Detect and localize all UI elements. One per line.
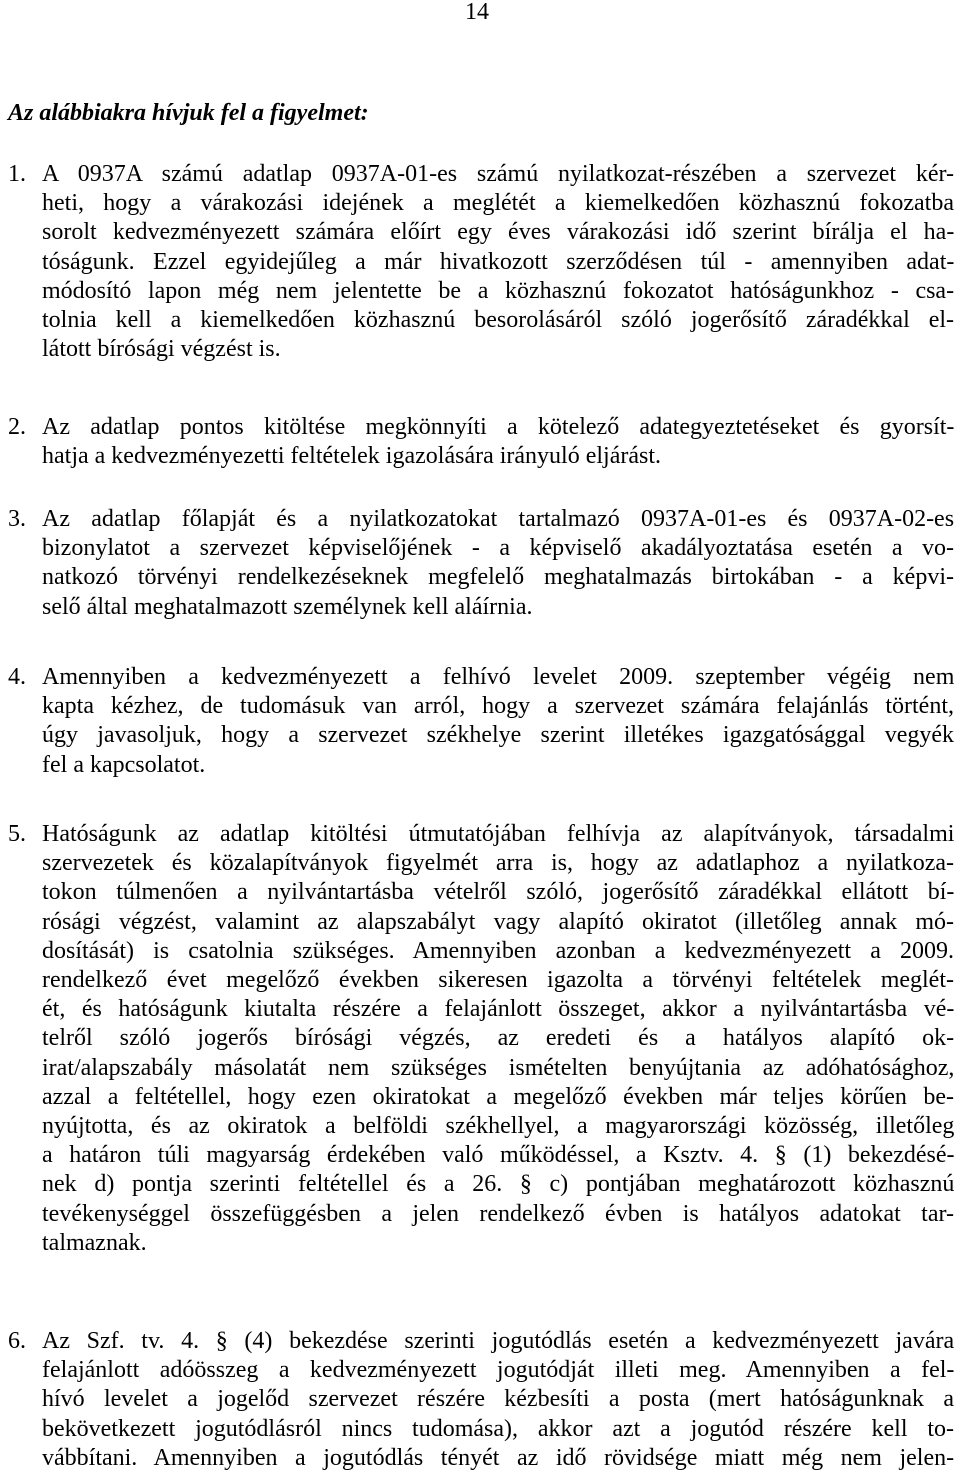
- list-item-text: [42, 1327, 954, 1473]
- text-line: tokon túlmenően a nyilvántartásba vételről szóló, jogerősítő záradékkal ellátott bí-: [42, 879, 955, 906]
- list-item-4: [8, 663, 954, 780]
- list-item-text: [42, 160, 954, 364]
- text-line: nek d) pontja szerinti feltétellel és a 26. § c) pontjában meghatározott közhasznú: [42, 1171, 955, 1198]
- list-item-number: 1.: [8, 161, 26, 187]
- list-item-number: 4.: [8, 664, 26, 690]
- list-item-3: [8, 505, 954, 622]
- text-line: Az Szf. tv. 4. § (4) bekezdése szerinti jogutódlás esetén a kedvezményezett javára: [42, 1328, 955, 1354]
- text-line: nyújtotta, és az okiratok a belföldi székhellyel, a magyarországi közösség, illetőleg: [42, 1113, 955, 1140]
- text-line: Az adatlap pontos kitöltése megkönnyíti a kötelező adategyeztetéseket és gyorsít-: [42, 414, 955, 440]
- list-item-number: 3.: [8, 506, 26, 532]
- text-line: Az adatlap főlapját és a nyilatkozatokat tartalmazó 0937A-01-es és 0937A-02-es: [42, 506, 955, 532]
- text-line: ét, és hatóságunk kiutalta részére a felajánlott összeget, akkor a nyilvántartásba vé-: [42, 996, 955, 1023]
- text-line: selő által meghatalmazott személynek kell aláírnia.: [42, 593, 533, 620]
- list-item-text: [42, 413, 954, 471]
- text-line: a határon túli magyarság érdekében való működéssel, a Ksztv. 4. § (1) bekezdésé-: [42, 1142, 955, 1169]
- text-line: úgy javasoljuk, hogy a szervezet székhelye szerint illetékes igazgatósággal vegyék: [42, 722, 955, 749]
- list-item-2: [8, 413, 954, 471]
- list-item-text: [42, 505, 954, 622]
- text-line: hatja a kedvezményezetti feltételek igazolására irányuló eljárást.: [42, 443, 662, 470]
- text-line: heti, hogy a várakozási idejének a meglétét a kiemelkedően közhasznú fokozatba: [42, 190, 955, 217]
- text-line: bekövetkezett jogutódlásról nincs tudomása), akkor azt a jogutód részére kell to-: [42, 1415, 954, 1442]
- text-line: módosító lapon még nem jelentette be a közhasznú fokozatot hatóságunkhoz - csa-: [42, 277, 955, 304]
- list-item-number: 2.: [8, 414, 26, 440]
- list-item-number: 6.: [8, 1328, 26, 1354]
- text-line: azzal a feltétellel, hogy ezen okiratokat a megelőző években már teljes körűen be-: [42, 1083, 954, 1110]
- text-line: látott bírósági végzést is.: [42, 336, 281, 363]
- text-line: rósági végzést, valamint az alapszabályt vagy alapító okiratot (illetőleg annak mó-: [42, 908, 954, 935]
- text-line: dosítását) is csatolnia szükséges. Amennyiben azonban a kedvezményezett a 2009.: [42, 937, 954, 964]
- text-line: talmaznak.: [42, 1229, 147, 1256]
- text-line: Hatóságunk az adatlap kitöltési útmutatójában felhívja az alapítványok, társadalmi: [42, 821, 955, 847]
- text-line: bizonylatot a szervezet képviselőjének - a képviselő akadályoztatása esetén a vo-: [42, 535, 954, 562]
- text-line: natkozó törvényi rendelkezéseknek megfelelő meghatalmazás birtokában - a képvi-: [42, 564, 954, 591]
- text-line: tolnia kell a kiemelkedően közhasznú besorolásáról szóló jogerősítő záradékkal el-: [42, 307, 955, 334]
- text-line: telről szóló jogerős bírósági végzés, az eredeti és a hatályos alapító ok-: [42, 1025, 955, 1052]
- text-line: fel a kapcsolatot.: [42, 751, 206, 778]
- text-line: tóságunk. Ezzel egyidejűleg a már hivatkozott szerződésen túl - amennyiben adat-: [42, 248, 955, 275]
- section-heading: Az alábbiakra hívjuk fel a figyelmet:: [8, 100, 369, 126]
- text-line: szervezetek és közalapítványok figyelmét arra is, hogy az adatlaphoz a nyilatkoza-: [42, 850, 954, 877]
- list-item-6: [8, 1327, 954, 1473]
- list-item-number: 5.: [8, 821, 26, 847]
- list-item-text: [42, 663, 954, 780]
- text-line: A 0937A számú adatlap 0937A-01-es számú nyilatkozat-részében a szervezet kér-: [42, 161, 954, 187]
- list-item-5: [8, 820, 954, 1258]
- list-item-text: [42, 820, 954, 1258]
- text-line: felajánlott adóösszeg a kedvezményezett jogutódját illeti meg. Amennyiben a fel-: [42, 1357, 955, 1384]
- page-number: 14: [465, 0, 489, 25]
- text-line: rendelkező évet megelőző években sikeresen igazolta a törvényi feltételek meglét-: [42, 967, 954, 994]
- text-line: Amennyiben a kedvezményezett a felhívó levelet 2009. szeptember végéig nem: [42, 664, 955, 690]
- text-line: irat/alapszabály másolatát nem szükséges ismételten benyújtania az adóhatósághoz,: [42, 1054, 955, 1081]
- text-line: sorolt kedvezményezett számára előírt egy éves várakozási idő szerint bírálja el ha-: [42, 219, 955, 246]
- text-line: tevékenységgel összefüggésben a jelen rendelkező évben is hatályos adatokat tar-: [42, 1200, 954, 1227]
- text-line: hívó levelet a jogelőd szervezet részére kézbesíti a posta (mert hatóságunknak a: [42, 1386, 954, 1413]
- text-line: vábbítani. Amennyiben a jogutódlás tényét az idő rövidsége miatt még nem jelen-: [42, 1444, 955, 1471]
- list-item-1: [8, 160, 954, 364]
- text-line: kapta kézhez, de tudomásuk van arról, hogy a szervezet számára felajánlás történt,: [42, 693, 954, 720]
